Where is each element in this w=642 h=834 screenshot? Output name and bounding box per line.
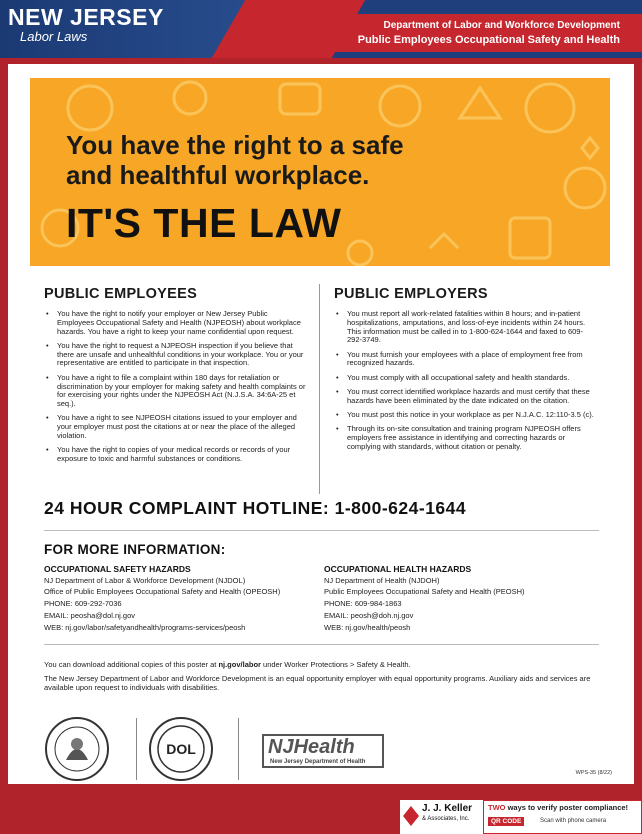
nj-state-seal-icon bbox=[44, 716, 110, 782]
header-program: Public Employees Occupational Safety and Health bbox=[357, 34, 620, 46]
bullet-item: • You have the right to request a NJPEOSH inspection if you believe that there are unsafe and unhealthful conditions in your workplace. You or your representative are entitled to participate in that inspection. bbox=[44, 342, 306, 368]
health-phone: PHONE: 609-984-1863 bbox=[324, 599, 402, 608]
safety-info bbox=[44, 576, 324, 632]
dol-seal-icon bbox=[148, 716, 214, 782]
complaint-hotline: 24 HOUR COMPLAINT HOTLINE: 1-800-624-1644 bbox=[44, 498, 467, 518]
seal-divider-1 bbox=[136, 718, 137, 780]
seal-divider-2 bbox=[238, 718, 239, 780]
nj-health-logo bbox=[262, 734, 384, 768]
safety-web[interactable]: WEB: nj.gov/labor/safetyandhealth/programs-services/peosh bbox=[44, 623, 246, 632]
health-info bbox=[324, 576, 604, 632]
column-divider bbox=[319, 284, 320, 494]
qr-hint: Scan with phone camera bbox=[540, 818, 607, 824]
rule-bottom bbox=[44, 644, 599, 645]
dol-seal-text: DOL bbox=[166, 741, 196, 757]
safety-org: NJ Department of Labor & Workforce Development (NJDOL) bbox=[44, 576, 246, 585]
employees-heading: PUBLIC EMPLOYEES bbox=[44, 286, 198, 302]
poster-panel bbox=[8, 64, 634, 784]
header-state: NEW JERSEY bbox=[8, 4, 164, 30]
nj-health-wordmark: NJHealth bbox=[268, 736, 355, 758]
health-heading: OCCUPATIONAL HEALTH HAZARDS bbox=[324, 564, 472, 574]
health-office: Public Employees Occupational Safety and Health (PEOSH) bbox=[324, 587, 525, 596]
eeo-note: The New Jersey Department of Labor and Workforce Development is an equal opportunity employer with equal opportunity programs. Auxiliary aids and services are available upon request to individuals with disabilities. bbox=[44, 674, 591, 692]
safety-heading: OCCUPATIONAL SAFETY HAZARDS bbox=[44, 564, 191, 574]
download-post: under Worker Protections > Safety & Health. bbox=[260, 660, 411, 669]
bullet-item: • You have the right to notify your employer or New Jersey Public Employees Occupational Safety and Health (NJPEOSH) about workplace hazards. You have a right to keep your name confidential upon request. bbox=[44, 310, 306, 336]
poster-header bbox=[0, 0, 642, 58]
publisher-mark-icon bbox=[403, 806, 419, 826]
form-number: WPS-35 (8/22) bbox=[575, 770, 612, 776]
publisher-sub: & Associates, Inc. bbox=[422, 816, 470, 822]
header-department: Department of Labor and Workforce Development bbox=[383, 20, 620, 31]
safety-office: Office of Public Employees Occupational Safety and Health (OPEOSH) bbox=[44, 587, 281, 596]
employers-heading: PUBLIC EMPLOYERS bbox=[334, 286, 488, 302]
download-link[interactable]: nj.gov/labor bbox=[218, 660, 261, 669]
bullet-item: • You have a right to see NJPEOSH citations issued to your employer and your employer must post the citations at or near the place of the alleged violation. bbox=[44, 414, 306, 440]
health-email[interactable]: EMAIL: peosh@doh.nj.gov bbox=[324, 611, 414, 620]
bullet-item: • You must report all work-related fatalities within 8 hours; and in-patient hospitalizations, amputations, and loss-of-eye incidents within 24 hours. This information must be called in to 1-800-624-1644 and faxed to 609-292-3749. bbox=[334, 310, 596, 345]
verify-text bbox=[488, 803, 628, 812]
bullet-item: • You must comply with all occupational safety and health standards. bbox=[334, 374, 596, 383]
hero-line-2-text: and healthful workplace. bbox=[66, 160, 370, 190]
health-org: NJ Department of Health (NJDOH) bbox=[324, 576, 440, 585]
download-note bbox=[44, 660, 604, 669]
publisher-name: J. J. Keller bbox=[422, 803, 473, 814]
bullet-item: • Through its on-site consultation and training program NJPEOSH offers employers free assistance in identifying and correcting hazards or complying with standards, without citation or penalty. bbox=[334, 425, 596, 451]
employers-list bbox=[334, 310, 596, 457]
health-web[interactable]: WEB: nj.gov/health/peosh bbox=[324, 623, 411, 632]
bullet-item: • You must correct identified workplace hazards and must certify that these hazards have been eliminated by the date indicated on the citation. bbox=[334, 388, 596, 406]
bullet-item: • You must post this notice in your workplace as per N.J.A.C. 12:110-3.5 (c). bbox=[334, 411, 596, 420]
bullet-item: • You must furnish your employees with a place of employment free from recognized hazards. bbox=[334, 351, 596, 369]
verify-strong: TWO bbox=[488, 803, 506, 812]
safety-email[interactable]: EMAIL: peosha@dol.nj.gov bbox=[44, 611, 135, 620]
download-pre: You can download additional copies of this poster at bbox=[44, 660, 219, 669]
employees-list bbox=[44, 310, 306, 469]
qr-code-label: QR CODE bbox=[488, 817, 524, 826]
agency-seals bbox=[38, 714, 378, 784]
safety-phone: PHONE: 609-292-7036 bbox=[44, 599, 122, 608]
hero-banner bbox=[30, 78, 610, 266]
verify-rest: ways to verify poster compliance! bbox=[505, 803, 629, 812]
nj-health-subtitle: New Jersey Department of Health bbox=[270, 759, 366, 765]
hero-line-1-text: You have the right to a safe bbox=[66, 130, 404, 160]
header-subtitle: Labor Laws bbox=[20, 29, 88, 44]
rule-top bbox=[44, 530, 599, 531]
bullet-item: • You have the right to copies of your medical records or records of your exposure to toxic and harmful substances or conditions. bbox=[44, 446, 306, 464]
publisher-logo bbox=[400, 800, 484, 834]
verify-compliance-box[interactable] bbox=[483, 800, 642, 834]
more-info-heading: FOR MORE INFORMATION: bbox=[44, 542, 226, 557]
hero-law: IT'S THE LAW bbox=[66, 200, 342, 246]
hero-line-1 bbox=[66, 130, 586, 190]
bullet-item: • You have a right to file a complaint within 180 days for retaliation or discrimination by your employer for making safety and health complaints or for exercising your rights under the NJPEOSH Act (N.J.S.A. 34:6A-25 et seq.). bbox=[44, 374, 306, 409]
